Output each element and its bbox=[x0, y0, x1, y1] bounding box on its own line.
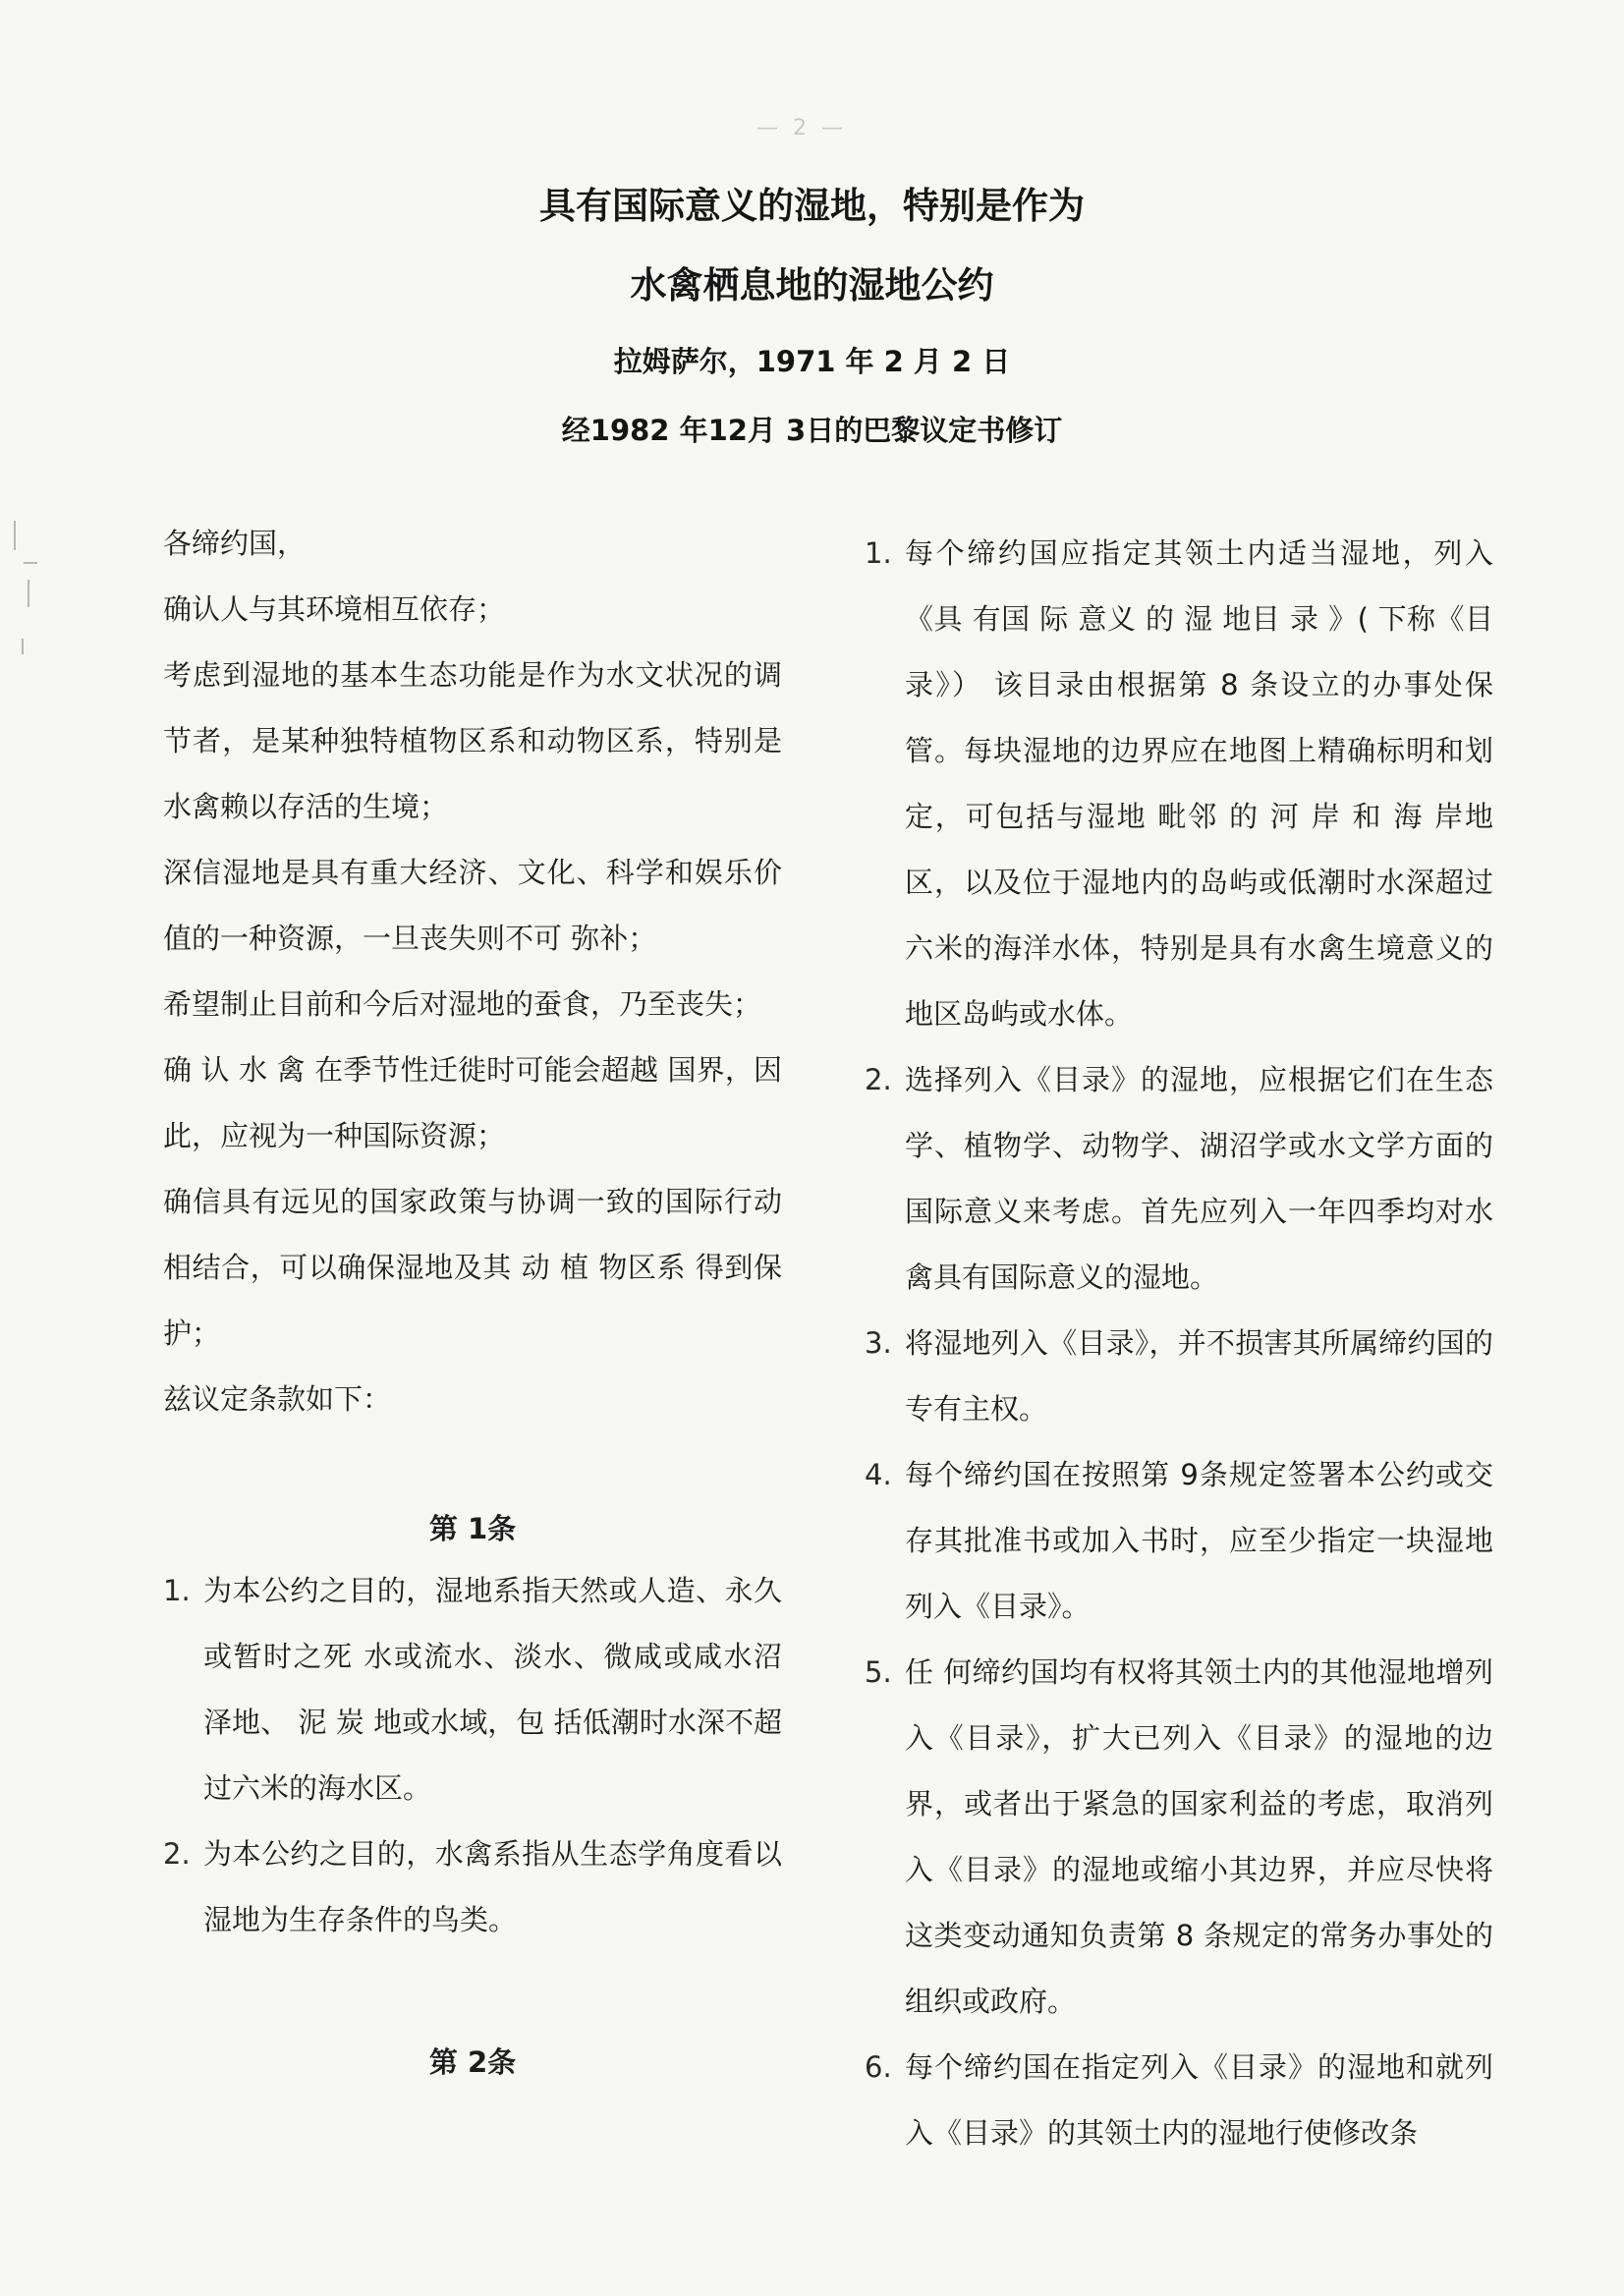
preamble-paragraph: 考虑到湿地的基本生态功能是作为水文状况的调节者，是某种独特植物区系和动物区系，特别是水禽赖以存活的生境； bbox=[163, 658, 782, 823]
document-header bbox=[0, 187, 1624, 447]
item-text: 每个缔约国应指定其领土内适当湿地，列入《具 有国 际 意义 的 湿 地目 录 》( 下称《目录》） 该目录由根据第 8 条设立的办事处保管。每块湿地的边界应在地图上精确标明和划定，可包括与湿地 毗邻 的 河 岸 和 海 岸地区，以及位于湿地内的岛屿或低潮时水深超过六米的海洋水体，特别是具有水禽生境意义的地区岛屿或水体。 bbox=[905, 536, 1493, 1031]
scan-mark bbox=[24, 562, 37, 564]
item-number: 3. bbox=[865, 1326, 892, 1360]
place-date-line: 拉姆萨尔，1971 年 2 月 2 日 bbox=[613, 345, 1011, 378]
left-column bbox=[163, 511, 782, 2082]
item-text: 任 何缔约国均有权将其领土内的其他湿地增列入《目录》，扩大已列入《目录》的湿地的边界，或者出于紧急的国家利益的考虑，取消列入《目录》的湿地或缩小其边界，并应尽快将这类变动通知负责第 8 条规定的常务办事处的组织或政府。 bbox=[905, 1655, 1493, 2018]
item-text: 选择列入《目录》的湿地，应根据它们在生态学、植物学、动物学、湖沼学或水文学方面的国际意义来考虑。首先应列入一年四季均对水禽具有国际意义的湿地。 bbox=[905, 1063, 1493, 1294]
item-text: 每个缔约国在指定列入《目录》的湿地和就列入《目录》的其领土内的湿地行使修改条 bbox=[905, 2050, 1493, 2150]
item-text: 为本公约之目的，水禽系指从生态学角度看以湿地为生存条件的鸟类。 bbox=[203, 1837, 782, 1936]
right-column bbox=[865, 521, 1493, 2166]
list-item bbox=[865, 1640, 1493, 2035]
item-text: 每个缔约国在按照第 9条规定签署本公约或交存其批准书或加入书时，应至少指定一块湿地列入《目录》。 bbox=[905, 1458, 1493, 1623]
amendment-line: 经1982 年12月 3日的巴黎议定书修订 bbox=[561, 414, 1063, 447]
item-number: 2. bbox=[865, 1063, 892, 1096]
list-item bbox=[865, 2035, 1493, 2166]
list-item bbox=[163, 1558, 782, 1821]
article-2-heading: 第 2条 bbox=[428, 2045, 517, 2079]
preamble-paragraph: 兹议定条款如下： bbox=[163, 1382, 392, 1416]
item-number: 2. bbox=[163, 1837, 191, 1871]
preamble-paragraph: 确信具有远见的国家政策与协调一致的国际行动相结合，可以确保湿地及其 动 植 物区系 得到保护； bbox=[163, 1185, 782, 1350]
item-text: 为本公约之目的，湿地系指天然或人造、永久或暂时之死 水或流水、淡水、微咸或咸水沼泽地、 泥 炭 地或水域，包 括低潮时水深不超过六米的海水区。 bbox=[203, 1574, 782, 1805]
list-item bbox=[163, 1821, 782, 1953]
page-number-mark: — 2 — bbox=[756, 116, 847, 140]
item-number: 1. bbox=[163, 1574, 191, 1607]
item-number: 1. bbox=[865, 536, 892, 570]
document-title-line-2: 水禽栖息地的湿地公约 bbox=[630, 264, 994, 307]
preamble-paragraph: 确认人与其环境相互依存； bbox=[163, 592, 506, 626]
preamble-paragraph: 深信湿地是具有重大经济、文化、科学和娱乐价值的一种资源，一旦丧失则不可 弥补； bbox=[163, 856, 782, 955]
list-item bbox=[865, 1047, 1493, 1311]
document-title-line-1: 具有国际意义的湿地，特别是作为 bbox=[539, 185, 1085, 227]
preamble-paragraph: 希望制止目前和今后对湿地的蚕食，乃至丧失； bbox=[163, 987, 762, 1021]
preamble-paragraph: 确 认 水 禽 在季节性迁徙时可能会超越 国界，因此，应视为一种国际资源； bbox=[163, 1053, 782, 1152]
scan-mark bbox=[28, 580, 29, 607]
article-1-heading: 第 1条 bbox=[428, 1512, 517, 1545]
preamble-paragraph: 各缔约国， bbox=[163, 527, 307, 560]
list-item bbox=[865, 1311, 1493, 1442]
scan-mark bbox=[22, 639, 24, 654]
item-number: 5. bbox=[865, 1655, 892, 1689]
scan-mark bbox=[14, 521, 16, 550]
item-number: 4. bbox=[865, 1458, 892, 1491]
list-item bbox=[865, 1442, 1493, 1640]
item-number: 6. bbox=[865, 2050, 892, 2084]
list-item bbox=[865, 521, 1493, 1047]
article-1-items bbox=[163, 1558, 782, 1953]
item-text: 将湿地列入《目录》，并不损害其所属缔约国的专有主权。 bbox=[905, 1326, 1493, 1426]
